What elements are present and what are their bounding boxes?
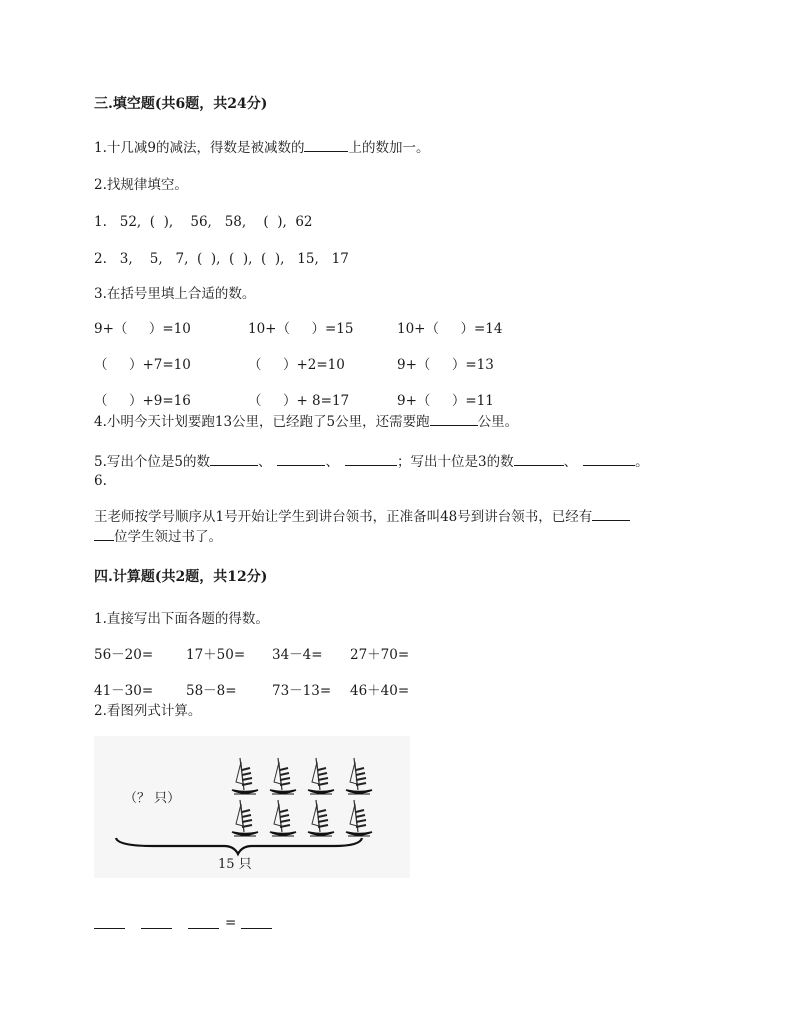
pattern-row-2: 2. 3, 5, 7, ( ), ( ), ( ), 15, 17 (94, 251, 349, 267)
q6-blank-a[interactable] (592, 507, 630, 521)
calc-item: 46＋40= (350, 683, 410, 699)
q4-text-a: 4.小明今天计划要跑13公里，已经跑了5公里，还需要跑 (94, 414, 430, 430)
q5-text-a: 5.写出个位是5的数 (94, 454, 210, 470)
q5-text-mid: ；写出十位是3的数 (396, 454, 514, 470)
answer-blank-1[interactable] (94, 928, 125, 929)
fill-cell: 10+（ ）=15 (248, 321, 354, 337)
q6-text-b: 位学生领过书了。 (114, 529, 222, 545)
q1-text-b: 上的数加一。 (348, 140, 430, 156)
fill-cell: 9+（ ）=10 (94, 321, 191, 337)
question-4-2-title: 2.看图列式计算。 (94, 703, 202, 719)
fill-cell: 9+（ ）=11 (397, 393, 494, 409)
sailboat-icon (232, 758, 258, 794)
question-3-6-line1 (94, 507, 630, 526)
fill-cell: （ ）+ 8=17 (248, 393, 350, 409)
calc-item: 73－13= (272, 683, 332, 699)
q6-text-a: 王老师按学号顺序从1号开始让学生到讲台领书，正准备叫48号到讲台领书，已经有 (94, 509, 593, 525)
q5-sep-2: 、 (325, 454, 339, 470)
q4-text-b: 公里。 (477, 414, 519, 430)
section3-heading: 三.填空题(共6题，共24分) (94, 96, 268, 112)
q5-blank-5[interactable] (583, 452, 635, 466)
sailboat-icon (346, 758, 372, 794)
sailboat-icon (270, 800, 296, 836)
fill-cell: （ ）+7=10 (94, 357, 191, 373)
q5-blank-2[interactable] (277, 452, 325, 466)
calc-item: 34－4= (272, 647, 323, 663)
fill-cell: 9+（ ）=13 (397, 357, 494, 373)
question-3-3-title: 3.在括号里填上合适的数。 (94, 286, 256, 302)
calc-item: 56－20= (94, 647, 154, 663)
q5-blank-3[interactable] (345, 452, 397, 466)
q6-blank-b[interactable] (94, 527, 114, 541)
equals-sign: = (225, 915, 237, 931)
calc-item: 17＋50= (186, 647, 246, 663)
q5-blank-4[interactable] (514, 452, 564, 466)
sailboat-icon (346, 800, 372, 836)
section4-heading: 四.计算题(共2题，共12分) (94, 569, 268, 585)
pattern-row-1: 1. 52, ( ), 56, 58, ( ), 62 (94, 214, 313, 230)
sailboat-icon (308, 800, 334, 836)
calc-item: 27＋70= (350, 647, 410, 663)
answer-blank-result[interactable] (241, 928, 272, 929)
answer-blank-2[interactable] (141, 928, 172, 929)
question-3-1 (94, 138, 429, 157)
q1-blank[interactable] (304, 138, 348, 152)
unknown-count-label: （？ 只） (124, 791, 181, 806)
answer-blank-3[interactable] (188, 928, 219, 929)
sailboat-figure (94, 736, 410, 878)
q4-blank[interactable] (430, 412, 478, 426)
q5-end: 。 (635, 454, 649, 470)
sailboat-icon (270, 758, 296, 794)
total-brace (116, 838, 362, 854)
question-3-4 (94, 412, 518, 431)
question-3-5 (94, 452, 649, 471)
question-3-6-line2 (94, 527, 222, 546)
question-3-2-title: 2.找规律填空。 (94, 177, 188, 193)
calc-item: 41－30= (94, 683, 154, 699)
sailboat-icon (308, 758, 334, 794)
q5-sep-1: 、 (257, 454, 272, 470)
question-3-6-number: 6. (94, 473, 107, 489)
sailboat-icon (232, 800, 258, 836)
question-4-1-title: 1.直接写出下面各题的得数。 (94, 611, 269, 627)
fill-cell: （ ）+9=16 (94, 393, 191, 409)
fill-cell: 10+（ ）=14 (397, 321, 503, 337)
total-count-label: 15 只 (218, 857, 252, 872)
q1-text-a: 1.十几减9的减法，得数是被减数的 (94, 140, 305, 156)
calc-item: 58－8= (186, 683, 237, 699)
q5-sep-3: 、 (563, 454, 578, 470)
q5-blank-1[interactable] (210, 452, 258, 466)
fill-cell: （ ）+2=10 (248, 357, 345, 373)
